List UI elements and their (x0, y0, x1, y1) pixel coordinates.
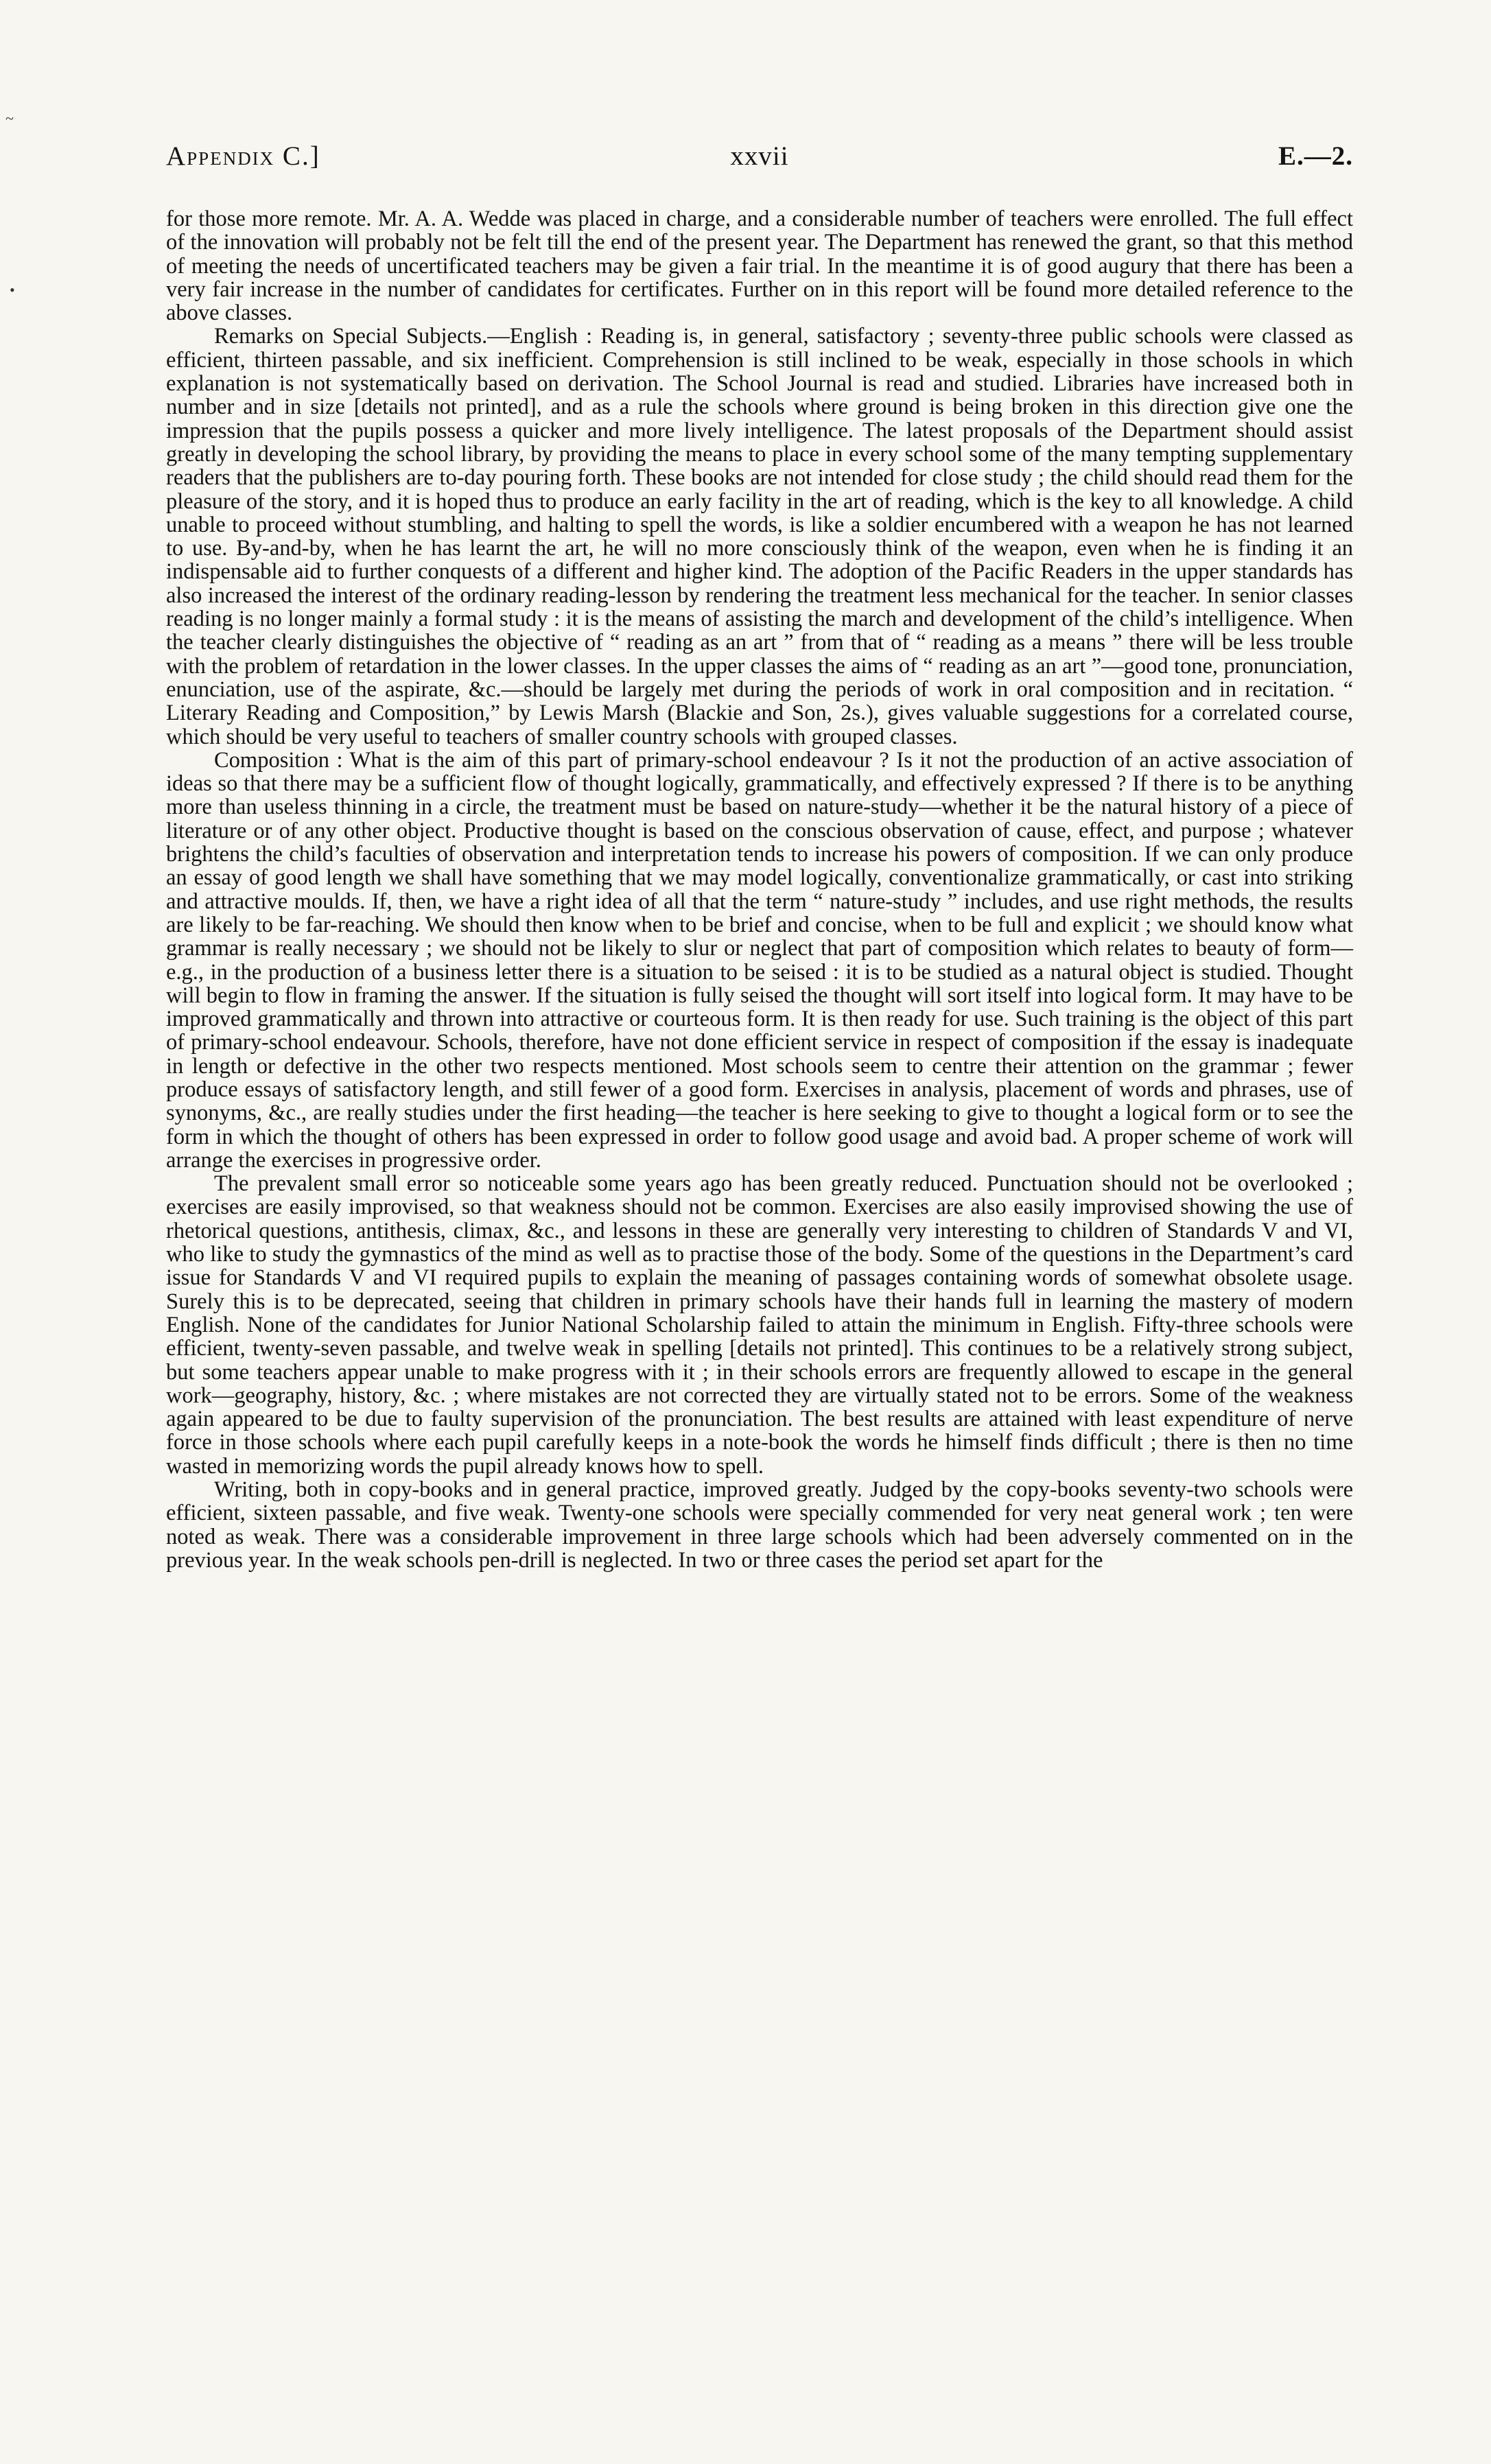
body-text (166, 207, 1353, 1572)
paragraph-writing: Writing, both in copy-books and in general practice, improved greatly. Judged by the copy-books seventy-two schools were efficient, sixteen passable, and five weak. Twenty-one schools were specially commended for very neat general work ; ten were noted as weak. There was a considerable improvement in three large schools which had been adversely commented on in the previous year. In the weak schools pen-drill is neglected. In two or three cases the period set apart for the (166, 1477, 1353, 1573)
paragraph-continuation: for those more remote. Mr. A. A. Wedde was placed in charge, and a considerable number of teachers were enrolled. The full effect of the innovation will probably not be felt till the end of the present year. The Department has renewed the grant, so that this method of meeting the needs of uncertificated teachers may be given a fair trial. In the meantime it is of good augury that there has been a very fair increase in the number of candidates for certificates. Further on in this report will be found more detailed reference to the above classes. (166, 207, 1353, 326)
scan-speck: ~ (5, 110, 14, 127)
paragraph-reading: Remarks on Special Subjects.—English : Reading is, in general, satisfactory ; seventy-three public schools were classed as efficient, thirteen passable, and six inefficient. Comprehension is still inclined to be weak, especially in those schools in which explanation is not systematically based on derivation. The School Journal is read and studied. Libraries have increased both in number and in size [details not printed], and as a rule the schools where ground is being broken in this direction give one the impression that the pupils possess a quicker and more lively intelligence. The latest proposals of the Department should assist greatly in developing the school library, by providing the means to place in every school some of the many tempting supplementary readers that the publishers are to-day pouring forth. These books are not intended for close study ; the child should read them for the pleasure of the story, and it is hoped thus to produce an early facility in the art of reading, which is the key to all knowledge. A child unable to proceed without stumbling, and halting to spell the words, is like a soldier encumbered with a weapon he has not learned to use. By-and-by, when he has learnt the art, he will no more consciously think of the weapon, even when he is finding it an indispensable aid to further conquests of a different and higher kind. The adoption of the Pacific Readers in the upper standards has also increased the interest of the ordinary reading-lesson by rendering the treatment less mechanical for the teacher. In senior classes reading is no longer mainly a formal study : it is the means of assisting the march and development of the child’s intelligence. When the teacher clearly distinguishes the objective of “ reading as an art ” from that of “ reading as a means ” there will be less trouble with the problem of retardation in the lower classes. In the upper classes the aims of “ reading as an art ”—good tone, pronunciation, enunciation, use of the aspirate, &c.—should be largely met during the periods of work in oral composition and in recitation. “ Literary Reading and Composition,” by Lewis Marsh (Blackie and Son, 2s.), gives valuable suggestions for a correlated course, which should be very useful to teachers of smaller country schools with grouped classes. (166, 324, 1353, 749)
page-number: xxvii (730, 141, 789, 171)
appendix-label: Appendix C.] (166, 141, 320, 171)
scan-speck: • (10, 281, 15, 298)
page-header (166, 141, 1353, 182)
paragraph-composition: Composition : What is the aim of this part of primary-school endeavour ? Is it not the production of an active association of ideas so that there may be a sufficient flow of thought logically, grammatically, and effectively expressed ? If there is to be anything more than useless thinning in a circle, the treatment must be based on nature-study—whether it be the natural history of a piece of literature or of any other object. Productive thought is based on the conscious observation of cause, effect, and purpose ; whatever brightens the child’s faculties of observation and interpretation tends to increase his powers of composition. If we can only produce an essay of good length we shall have something that we may model logically, conventionalize grammatically, or cast into striking and attractive moulds. If, then, we have a right idea of all that the term “ nature-study ” includes, and use right methods, the results are likely to be far-reaching. We should then know when to be brief and concise, when to be full and explicit ; we should know what grammar is really necessary ; we should not be likely to slur or neglect that part of composition which relates to beauty of form—e.g., in the production of a business letter there is a situation to be seised : it is to be studied as a natural object is studied. Thought will begin to flow in framing the answer. If the situation is fully seised the thought will sort itself into logical form. It may have to be improved grammatically and thrown into attractive or courteous form. It is then ready for use. Such training is the object of this part of primary-school endeavour. Schools, therefore, have not done efficient service in respect of composition if the essay is inadequate in length or defective in the other two respects mentioned. Most schools seem to centre their attention on the grammar ; fewer produce essays of satisfactory length, and still fewer of a good form. Exercises in analysis, placement of words and phrases, use of synonyms, &c., are really studies under the first heading—the teacher is here seeking to give to thought a logical form or to see the form in which the thought of others has been expressed in order to follow good usage and avoid bad. A proper scheme of work will arrange the exercises in progressive order. (166, 747, 1353, 1173)
document-reference: E.—2. (1278, 141, 1353, 171)
paragraph-spelling: The prevalent small error so noticeable some years ago has been greatly reduced. Punctuation should not be overlooked ; exercises are easily improvised, so that weakness should not be common. Exercises are also easily improvised showing the use of rhetorical questions, antithesis, climax, &c., and lessons in these are generally very interesting to children of Standards V and VI, who like to study the gymnastics of the mind as well as to practise those of the body. Some of the questions in the Department’s card issue for Standards V and VI required pupils to explain the meaning of passages containing words of somewhat obsolete usage. Surely this is to be deprecated, seeing that children in primary schools have their hands full in learning the mastery of modern English. None of the candidates for Junior National Scholarship failed to attain the minimum in English. Fifty-three schools were efficient, twenty-seven passable, and twelve weak in spelling [details not printed]. This continues to be a relatively strong subject, but some teachers appear unable to make progress with it ; in their schools errors are frequently allowed to escape in the general work—geography, history, &c. ; where mistakes are not corrected they are virtually stated not to be errors. Some of the weakness again appeared to be due to faulty supervision of the pronunciation. The best results are attained with least expenditure of nerve force in those schools where each pupil carefully keeps in a note-book the words he himself finds difficult ; there is then no time wasted in memorizing words the pupil already knows how to spell. (166, 1171, 1353, 1479)
